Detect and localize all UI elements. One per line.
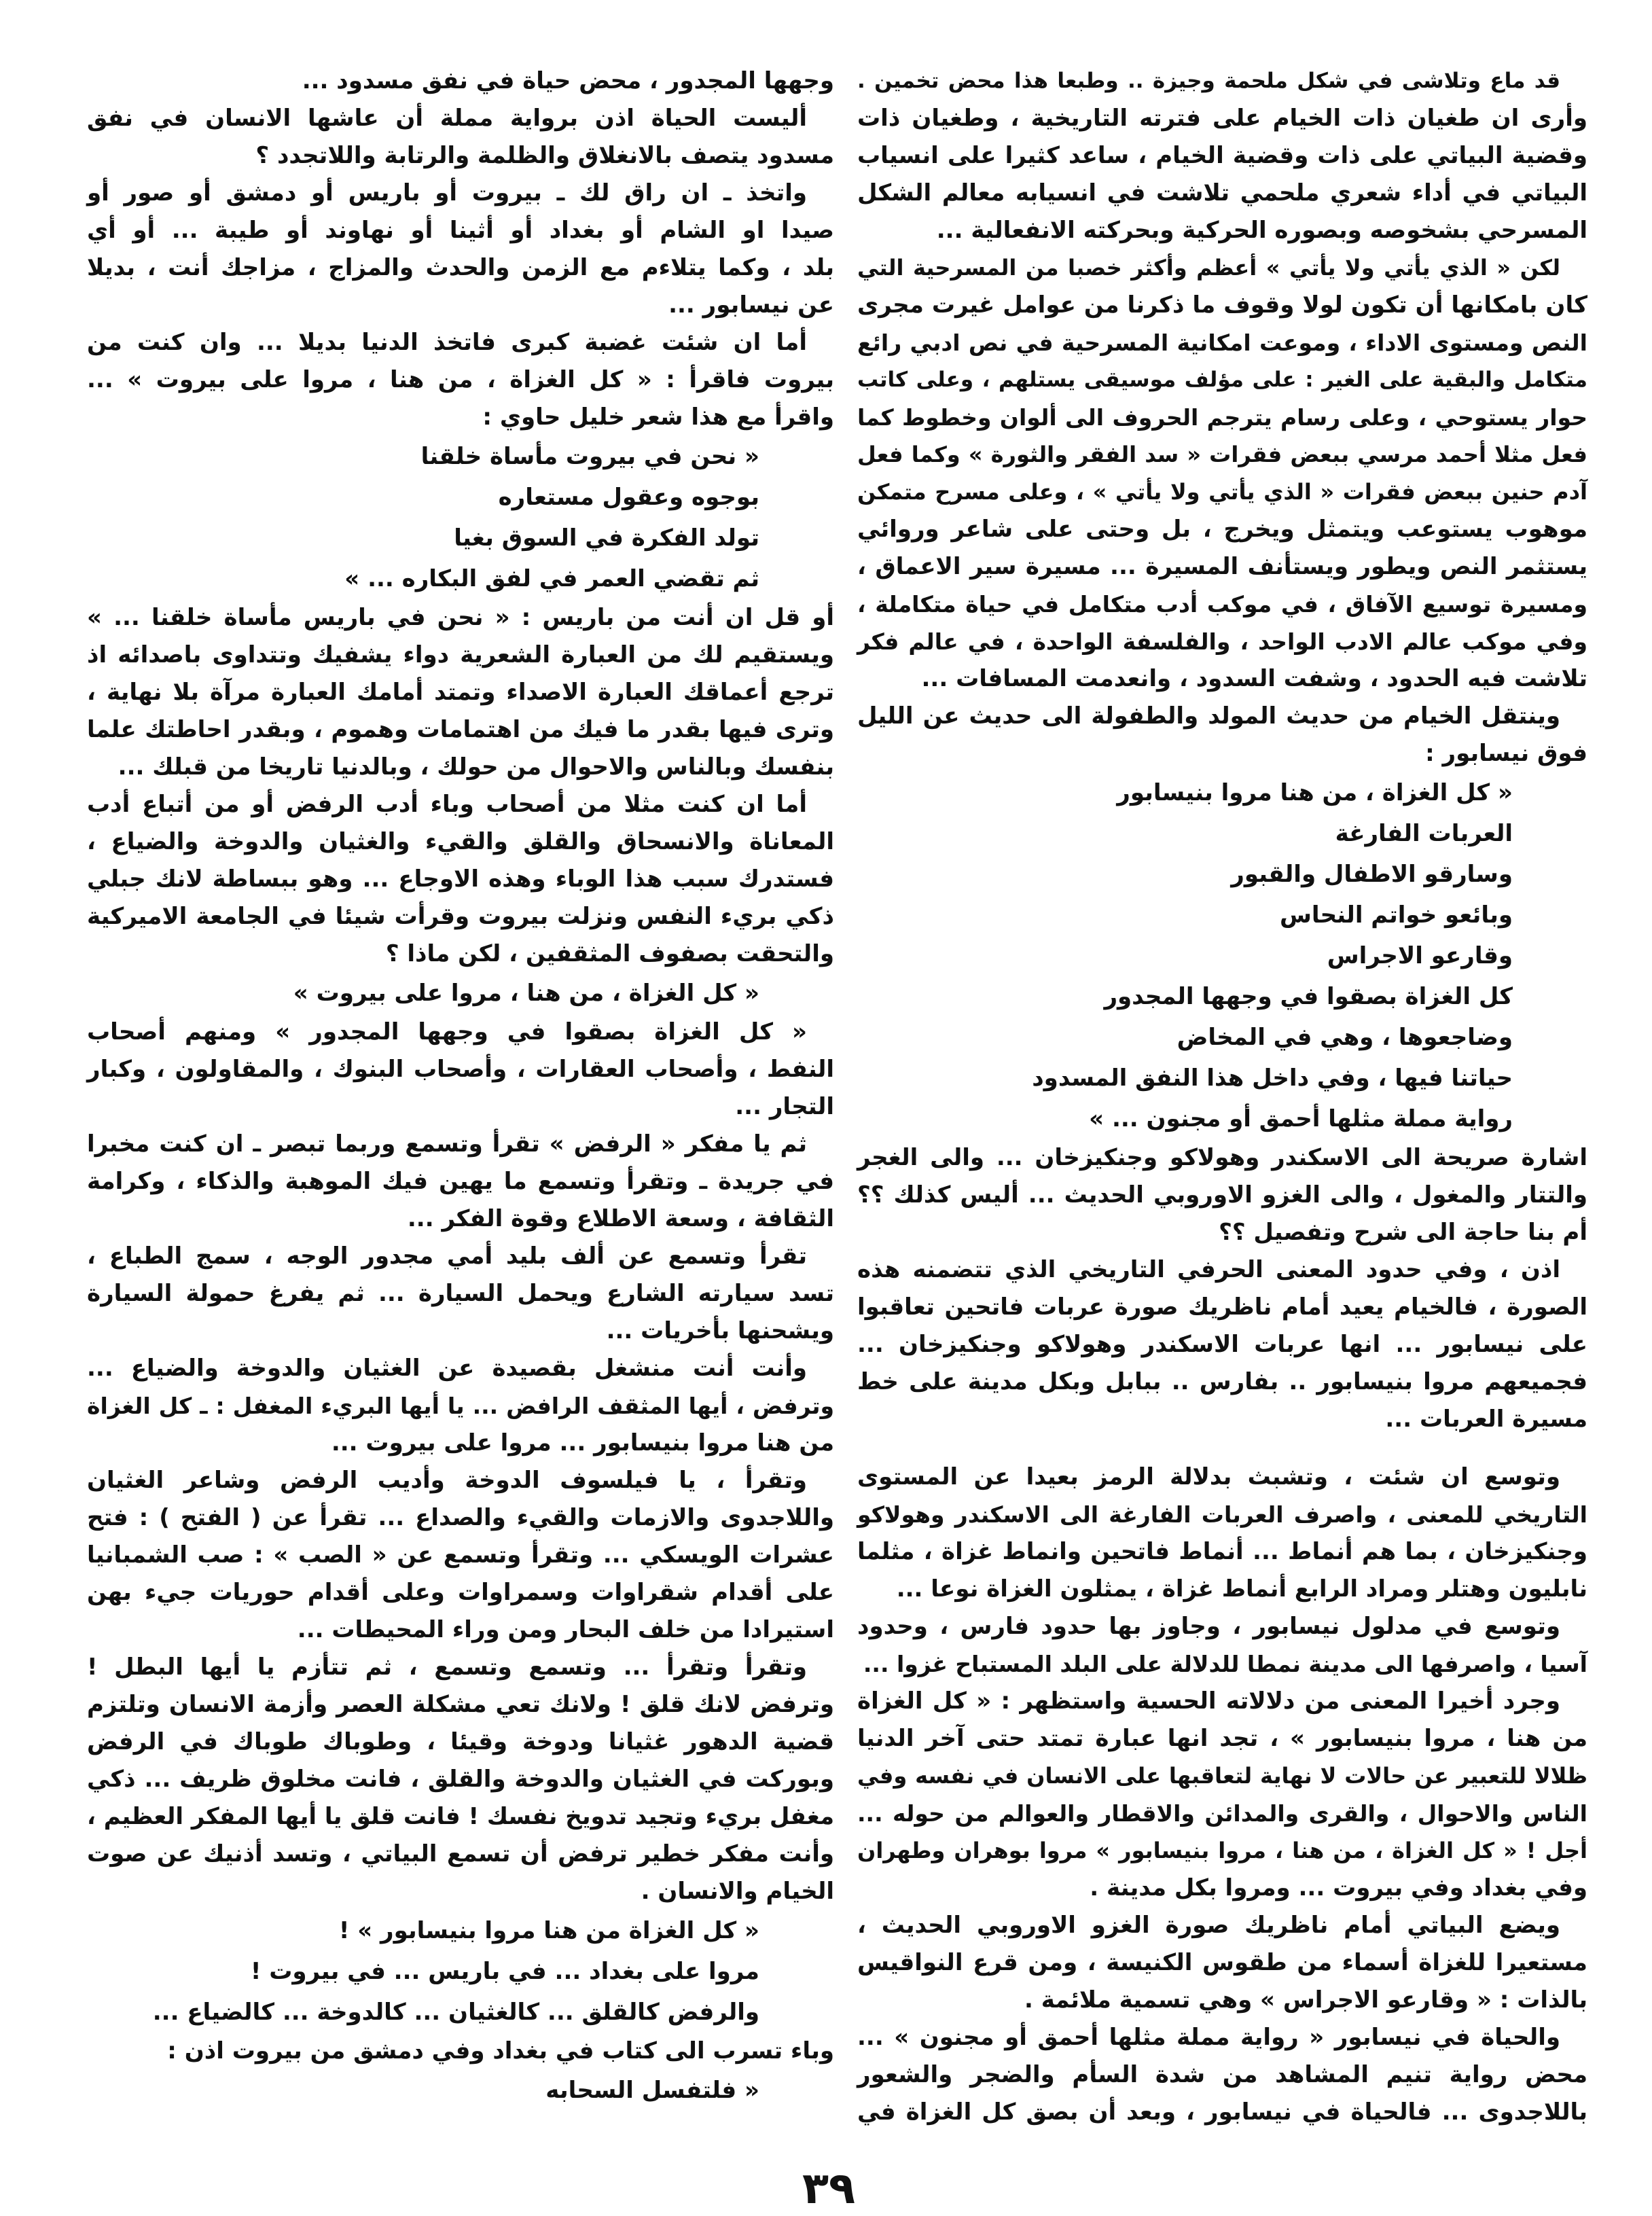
text-line: وأنت أنت منشغل بقصيدة عن الغثيان والدوخة والضياع ... (87, 1355, 807, 1382)
paragraph (857, 1608, 1587, 1683)
text-line: فستدرك سبب هذا الوباء وهذه الاوجاع ... وهو ببساطة لانك جبلي (87, 865, 834, 893)
text-line: والحياة في نيسابور « رواية مملة مثلها أحمق أو مجنون » ... (857, 2024, 1560, 2051)
text-line: وفي موكب عالم الادب الواحد ، والفلسفة الواحدة ، في عالم فكر (857, 628, 1587, 655)
text-line: مسدود يتصف بالانغلاق والظلمة والرتابة واللاتجدد ؟ (255, 142, 834, 169)
poem-quote (87, 436, 834, 599)
poem-line: ثم تقضي العمر في لفق البكاره ... » (344, 565, 759, 592)
paragraph (87, 599, 834, 786)
poem-line: « كل الغزاة من هنا مروا بنيسابور » ! (338, 1917, 759, 1944)
text-line: فوق نيسابور : (1425, 740, 1587, 767)
text-line: صيدا او الشام أو بغداد أو أثينا أو نهاوند أو طيبة ... أو أي (87, 217, 834, 244)
text-line: من هنا مروا بنيسابور ... مروا على بيروت ... (331, 1429, 834, 1457)
paragraph (857, 698, 1587, 772)
text-line: وجنكيزخان ، بما هم أنماط ... أنماط فاتحين وانماط غزاة ، مثلما (857, 1538, 1587, 1565)
text-line: ويستقيم لك من العبارة الشعرية دواء يشفيك وتتداوى باصدائه اذ (87, 641, 834, 668)
paragraph (87, 786, 834, 973)
text-line: ثم يا مفكر « الرفض » تقرأ وتسمع وربما تبصر ـ ان كنت مخبرا (87, 1130, 807, 1158)
poem-line: العربات الفارغة (1335, 820, 1513, 847)
text-line: وباء تسرب الى كتاب في بغداد وفي دمشق من بيروت اذن : (167, 2037, 834, 2065)
paragraph (87, 1126, 834, 1238)
poem-line: مروا على بغداد ... في باريس ... في بيروت ! (250, 1958, 759, 1985)
text-line: ترجع أعماقك العبارة الاصداء وتمتد أمامك العبارة مرآة بلا نهاية ، (87, 679, 834, 706)
text-line: فعل مثلا أحمد مرسي ببعض فقرات « سد الفقر والثورة » وكما فعل (857, 442, 1587, 467)
paragraph (857, 1907, 1587, 2019)
text-line: يستثمر النص ويطور ويستأنف المسيرة ... مسيرة سير الاعماق ، (857, 553, 1587, 580)
paragraph (87, 100, 834, 175)
text-line: الثقافة ، وسعة الاطلاع وقوة الفكر ... (407, 1205, 834, 1232)
text-line: الناس والاحوال ، والقرى والمدائن والاقطار والعوالم من حوله ... (857, 1800, 1587, 1827)
text-line: وفي بغداد وفي بيروت ... ومروا بكل مدينة . (1090, 1874, 1587, 1901)
text-line: المسرحي بشخوصه وبصوره الحركية وبحركته الانفعالية ... (936, 217, 1587, 244)
text-line: اشارة صريحة الى الاسكندر وهولاكو وجنكيزخان ... والى الغجر (857, 1144, 1587, 1171)
paragraph (857, 1683, 1587, 1907)
text-line: محض رواية تنيم المشاهد من شدة السأم والضجر والشعور (857, 2061, 1587, 2088)
text-line: قد ماع وتلاشى في شكل ملحمة وجيزة .. وطبعا هذا محض تخمين . (857, 69, 1560, 93)
text-line: أم بنا حاجة الى شرح وتفصيل ؟؟ (1219, 1219, 1587, 1246)
paragraph (857, 249, 1587, 698)
text-line: وترفض لانك قلق ! ولانك تعي مشكلة العصر وأزمة الانسان وتلتزم (87, 1691, 834, 1718)
paragraph (857, 2019, 1587, 2131)
paragraph (87, 1462, 834, 1649)
poem-line: حياتنا فيها ، وفي داخل هذا النفق المسدود (1032, 1065, 1513, 1092)
text-line: فجميعهم مروا بنيسابور .. بفارس .. ببابل وبكل مدينة على خط (857, 1368, 1587, 1395)
text-line: ويشحنها بأخريات ... (606, 1317, 834, 1344)
text-line: موهوب يستوعب ويتمثل ويخرج ، بل وحتى على شاعر وروائي (857, 516, 1587, 543)
text-line: بنفسك وبالناس والاحوال من حولك ، وبالدنيا تاريخا من قبلك ... (118, 753, 834, 781)
text-line: ويضع البياتي أمام ناظريك صورة الغزو الاوروبي الحديث ، (857, 1912, 1560, 1939)
text-line: وبوركت في الغثيان والدوخة والقلق ، فانت مخلوق ظريف ... ذكي (87, 1766, 834, 1793)
poem-quote (87, 973, 834, 1014)
text-line: ظلالا للتعبير عن حالات لا نهاية لتعاقبها على الانسان في نفسه وفي (857, 1763, 1587, 1789)
text-line: استيرادا من خلف البحار ومن وراء المحيطات ... (297, 1616, 834, 1643)
poem-line: تولد الفكرة في السوق بغيا (454, 524, 759, 552)
text-line: بلد ، وكما يتلاءم مع الزمن والحدث والمزاج ، مزاجك أنت ، بديلا (87, 254, 834, 281)
left-column (87, 62, 834, 2111)
poem-line: وقارعو الاجراس (1327, 942, 1513, 969)
text-line: ومسيرة توسيع الآفاق ، في موكب أدب متكامل في حياة متكاملة ، (857, 591, 1587, 618)
text-line: واتخذ ـ ان راق لك ـ بيروت أو باريس أو دمشق أو صور أو (87, 179, 807, 207)
text-line: وتوسع في مدلول نيسابور ، وجاوز بها حدود فارس ، وحدود (857, 1613, 1560, 1640)
paragraph (857, 1139, 1587, 1251)
poem-line: بوجوه وعقول مستعاره (498, 484, 759, 511)
text-line: بيروت فاقرأ : « كل الغزاة ، من هنا ، مروا على بيروت » ... (87, 366, 834, 393)
text-line: في جريدة ـ وتقرأ وتسمع ما يهين فيك الموهبة والذكاء ، وكرامة (87, 1168, 834, 1195)
text-line: وتقرأ وتقرأ ... وتسمع وتسمع ، ثم تتأزم يا أيها البطل ! (87, 1654, 807, 1681)
text-line: « كل الغزاة بصقوا في وجهها المجدور » ومنهم أصحاب (87, 1018, 807, 1046)
text-line: مسيرة العربات ... (1385, 1406, 1587, 1433)
poem-quote (857, 772, 1587, 1139)
text-line: التجار ... (735, 1093, 834, 1120)
poem-line: « نحن في بيروت مأساة خلقنا (420, 443, 759, 470)
text-line: والتتار والمغول ، والى الغزو الاوروبي الحديث ... أليس كذلك ؟؟ (857, 1181, 1587, 1209)
paragraph-gap (857, 1438, 1587, 1459)
poem-line: وضاجعوها ، وهي في المخاض (1177, 1024, 1513, 1051)
text-line: وجرد أخيرا المعنى من دلالاته الحسية واستظهر : « كل الغزاة (857, 1687, 1560, 1715)
text-line: مغفل بريء وتجيد تدويخ نفسك ! فانت قلق يا أيها المفكر العظيم ، (87, 1803, 834, 1830)
text-line: التاريخي للمعنى ، واصرف العربات الفارغة الى الاسكندر وهولاكو (857, 1501, 1587, 1528)
text-line: وتوسع ان شئت ، وتشبث بدلالة الرمز بعيدا عن المستوى (857, 1463, 1560, 1490)
text-line: كان بامكانها أن تكون لولا وقوف ما ذكرنا من عوامل غيرت مجرى (857, 291, 1587, 319)
text-line: النص ومستوى الاداء ، وموعت امكانية المسرحية في نص ادبي رائع (857, 329, 1587, 356)
text-line: وتقرأ ، يا فيلسوف الدوخة وأديب الرفض وشاعر الغثيان (87, 1467, 807, 1494)
text-line: عن نيسابور ... (668, 291, 834, 319)
text-line: باللاجدوى ... فالحياة في نيسابور ، وبعد أن بصق كل الغزاة في (857, 2098, 1587, 2126)
poem-line: « كل الغزاة ، من هنا ، مروا على بيروت » (293, 980, 759, 1007)
right-column (857, 62, 1587, 2131)
text-line: متكامل والبقية على الغير : على مؤلف موسيقى يستلهم ، وعلى كاتب (857, 368, 1587, 392)
text-line: وقضية البياتي على ذات وقضية الخيام ، ساعد كثيرا على انسياب (857, 142, 1587, 169)
text-line: المعاناة والانسحاق والقلق والقيء والغثيان والدوخة والضياع ، (87, 828, 834, 855)
paragraph (87, 1350, 834, 1462)
text-line: البياتي في أداء شعري ملحمي تلاشت في انسيابه معالم الشكل (857, 179, 1587, 207)
text-line: تسد سيارته الشارع ويحمل السيارة ... ثم يفرغ حمولة السيارة (87, 1280, 834, 1307)
text-line: وترفض ، أيها المثقف الرافض ... يا أيها البريء المغفل : ـ كل الغزاة (87, 1393, 834, 1419)
text-line: الخيام والانسان . (641, 1878, 834, 1905)
paragraph (857, 1251, 1587, 1438)
text-line: آدم حنين ببعض فقرات « الذي يأتي ولا يأتي » ، وعلى مسرح متمكن (857, 479, 1587, 505)
text-line: أجل ! « كل الغزاة ، من هنا ، مروا بنيسابور » مروا بوهران وطهران (857, 1838, 1587, 1863)
text-line: حوار يستوحي ، وعلى رسام يترجم الحروف الى ألوان وخطوط كما (857, 404, 1587, 431)
text-line: أما ان كنت مثلا من أصحاب وباء أدب الرفض أو من أتباع أدب (87, 791, 807, 818)
poem-line: وسارقو الاطفال والقبور (1231, 861, 1513, 888)
text-line: والتحقت بصفوف المثقفين ، لكن ماذا ؟ (385, 940, 834, 967)
page-number: ٣٩ (802, 2164, 856, 2214)
text-line: بالذات : « وقارعو الاجراس » وهي تسمية ملائمة . (1024, 1986, 1587, 2014)
poem-line: رواية مملة مثلها أحمق أو مجنون ... » (1089, 1105, 1513, 1132)
text-line: وترى فيها بقدر ما فيك من اهتمامات وهموم ، وبقدر احاطتك علما (87, 716, 834, 743)
text-line: مستعيرا للغزاة أسماء من طقوس الكنيسة ، ومن قرع النواقيس (857, 1949, 1587, 1976)
paragraph (87, 1238, 834, 1350)
text-line: اذن ، وفي حدود المعنى الحرفي التاريخي الذي تتضمنه هذه (857, 1256, 1560, 1283)
text-line: النفط ، وأصحاب العقارات ، وأصحاب البنوك ، والمقاولون ، وكبار (87, 1056, 834, 1083)
text-line: وينتقل الخيام من حديث المولد والطفولة الى حديث عن الليل (857, 702, 1560, 730)
poem-line: كل الغزاة بصقوا في وجهها المجدور (1104, 983, 1513, 1010)
text-line: أما ان شئت غضبة كبرى فاتخذ الدنيا بديلا ... وان كنت من (87, 329, 807, 356)
poem-quote (87, 2070, 834, 2111)
poem-line: والرفض كالقلق ... كالغثيان ... كالدوخة ... كالضياع ... (152, 1999, 759, 2026)
text-line: أليست الحياة اذن برواية مملة أن عاشها الانسان في نفق (87, 105, 807, 132)
text-line: واقرأ مع هذا شعر خليل حاوي : (482, 404, 834, 431)
text-line: تقرأ وتسمع عن ألف بليد أمي مجدور الوجه ، سمج الطباع ، (87, 1243, 807, 1270)
paragraph (87, 1649, 834, 1910)
paragraph (87, 175, 834, 324)
poem-line: « فلتفسل السحابه (545, 2077, 759, 2104)
text-line: لكن « الذي يأتي ولا يأتي » أعظم وأكثر خصبا من المسرحية التي (857, 255, 1560, 281)
text-line: ذكي بريء النفس ونزلت بيروت وقرأت شيئا في الجامعة الاميركية (87, 903, 834, 930)
text-line: نابليون وهتلر ومراد الرابع أنماط غزاة ، يمثلون الغزاة نوعا ... (896, 1575, 1587, 1603)
paragraph (857, 62, 1587, 249)
poem-quote (87, 1910, 834, 2033)
poem-line: « كل الغزاة ، من هنا مروا بنيسابور (1117, 779, 1513, 806)
text-line: آسيا ، واصرفها الى مدينة نمطا للدلالة على البلد المستباح غزوا ... (863, 1651, 1587, 1677)
text-line: واللاجدوى والازمات والقيء والصداع ... تقرأ عن ( الفتح ) : فتح (87, 1504, 834, 1531)
text-line: قضية الدهور غثيانا ودوخة وقيئا ، وطوباك طوباك في الرفض (87, 1728, 834, 1755)
paragraph (87, 324, 834, 436)
text-line: على أقدام شقراوات وسمراوات وعلى أقدام حوريات جيء بهن (87, 1579, 834, 1606)
poem-line: وبائعو خواتم النحاس (1279, 901, 1513, 929)
text-line: وجهها المجدور ، محض حياة في نفق مسدود ... (302, 67, 834, 94)
text-line: وأنت مفكر خطير ترفض أن تسمع البياتي ، وتسد أذنيك عن صوت (87, 1840, 834, 1867)
text-line: تلاشت فيه الحدود ، وشفت السدود ، وانعدمت المسافات ... (921, 665, 1587, 692)
text-line: أو قل ان أنت من باريس : « نحن في باريس مأساة خلقنا ... » (87, 604, 834, 631)
text-line: وأرى ان طغيان ذات الخيام على فترته التاريخية ، وطغيان ذات (857, 105, 1587, 132)
paragraph (857, 1459, 1587, 1608)
text-line: الصورة ، فالخيام يعيد أمام ناظريك صورة عربات فاتحين تعاقبوا (857, 1293, 1587, 1321)
paragraph (87, 1014, 834, 1126)
text-line: من هنا ، مروا بنيسابور » ، تجد انها عبارة تمتد حتى آخر الدنيا (857, 1725, 1587, 1752)
text-line: على نيسابور ... انها عربات الاسكندر وهولاكو وجنكيزخان ... (857, 1331, 1587, 1358)
text-line: عشرات الويسكي ... وتقرأ وتسمع عن « الصب » : صب الشمبانيا (87, 1541, 834, 1569)
paragraph (87, 2033, 834, 2070)
paragraph (87, 62, 834, 100)
